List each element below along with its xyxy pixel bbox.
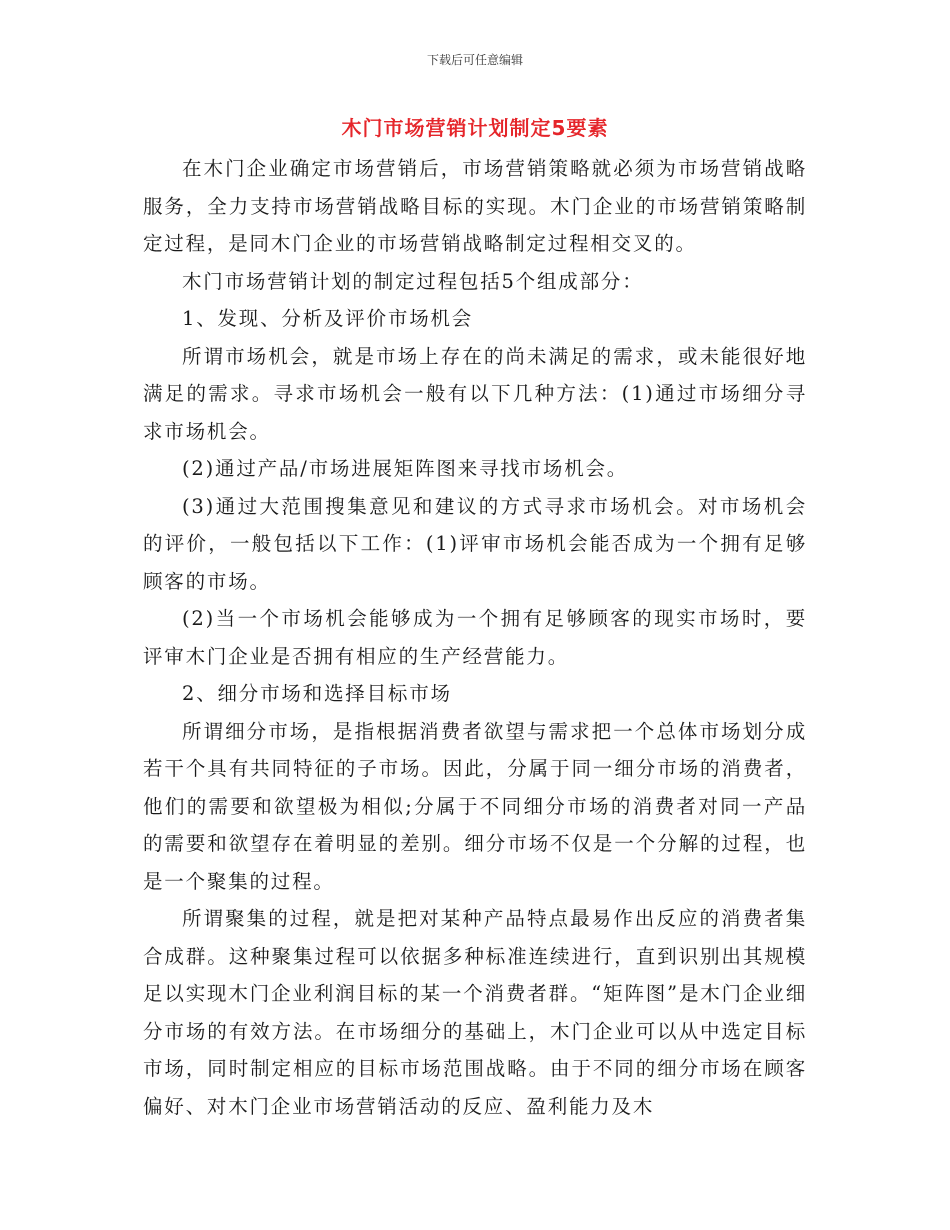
- paragraph-intro: 在木门企业确定市场营销后，市场营销策略就必须为市场营销战略服务，全力支持市场营销战略目标的实现。木门企业的市场营销策略制定过程，是同木门企业的市场营销战略制定过程相交叉的。: [143, 157, 807, 255]
- document-body: [143, 150, 807, 1125]
- paragraph-evaluation-2: (2)当一个市场机会能够成为一个拥有足够顾客的现实市场时，要评审木门企业是否拥有相应的生产经营能力。: [143, 607, 807, 668]
- paragraph-method-3: (3)通过大范围搜集意见和建议的方式寻求市场机会。对市场机会的评价，一般包括以下工作：(1)评审市场机会能否成为一个拥有足够顾客的市场。: [143, 494, 807, 593]
- paragraph-market-opportunity: 所谓市场机会，就是市场上存在的尚未满足的需求，或未能很好地满足的需求。寻求市场机会一般有以下几种方法：(1)通过市场细分寻求市场机会。: [143, 344, 807, 443]
- paragraph-overview: 木门市场营销计划的制定过程包括5个组成部分：: [182, 269, 644, 293]
- paragraph-segmentation: 所谓细分市场，是指根据消费者欲望与需求把一个总体市场划分成若干个具有共同特征的子市场。因此，分属于同一细分市场的消费者，他们的需要和欲望极为相似;分属于不同细分市场的消费者对同一产品的需要和欲望存在着明显的差别。细分市场不仅是一个分解的过程，也是一个聚集的过程。: [143, 719, 807, 893]
- section-heading-2: 2、细分市场和选择目标市场: [182, 682, 452, 705]
- document-title: 木门市场营销计划制定5要素: [341, 116, 609, 140]
- page-header-note: 下载后可任意编辑: [426, 53, 523, 67]
- paragraph-method-2: (2)通过产品/市场进展矩阵图来寻找市场机会。: [182, 457, 629, 480]
- section-heading-1: 1、发现、分析及评价市场机会: [182, 307, 474, 330]
- paragraph-aggregation: 所谓聚集的过程，就是把对某种产品特点最易作出反应的消费者集合成群。这种聚集过程可以依据多种标准连续进行，直到识别出其规模足以实现木门企业利润目标的某一个消费者群。“矩阵图”是木门企业细分市场的有效方法。在市场细分的基础上，木门企业可以从中选定目标市场，同时制定相应的目标市场范围战略。由于不同的细分市场在顾客偏好、对木门企业市场营销活动的反应、盈利能力及木: [143, 907, 807, 1118]
